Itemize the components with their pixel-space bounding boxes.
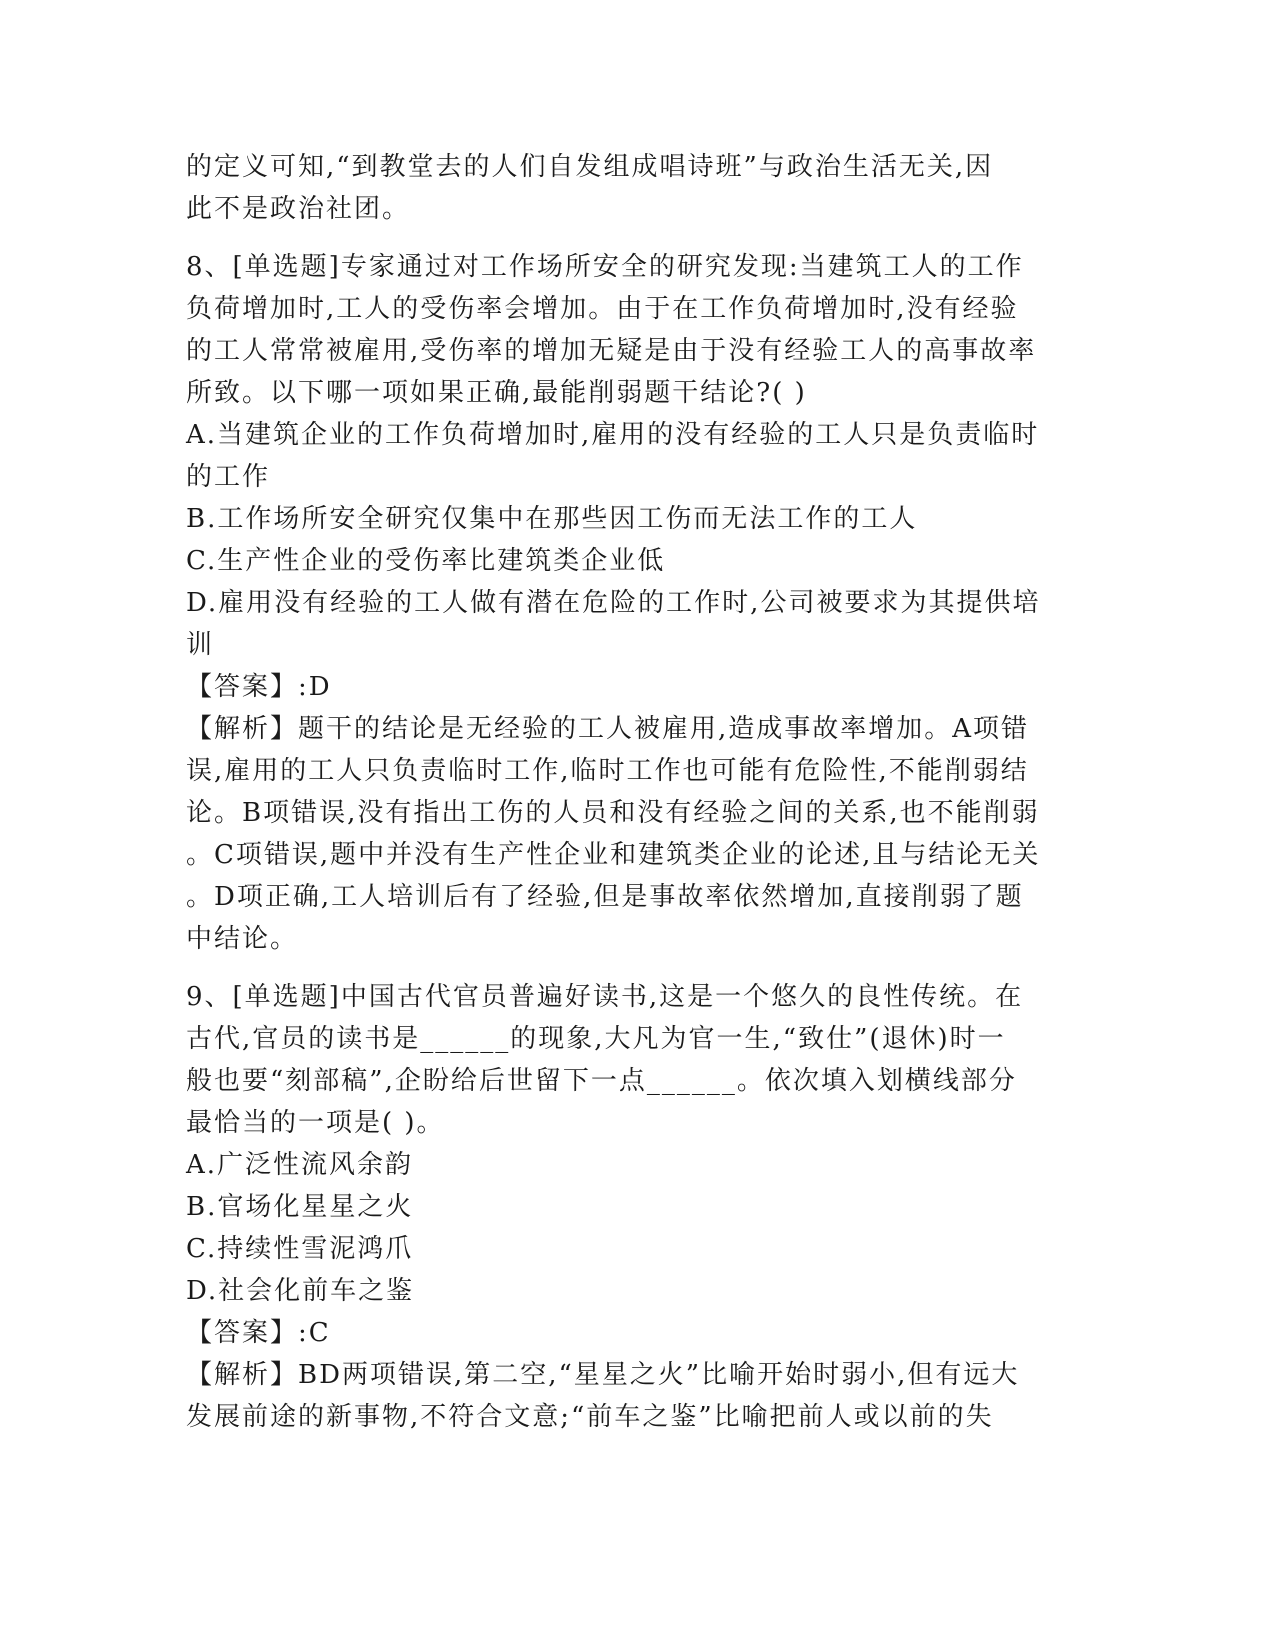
question-9: [186, 976, 1086, 1438]
question-9-answer: 【答案】:C: [186, 1318, 331, 1348]
option-line: 的工作: [186, 462, 271, 492]
question-9-option-c: C.持续性雪泥鸿爪: [186, 1234, 414, 1264]
question-8-stem: [186, 246, 1086, 414]
question-9-option-d: D.社会化前车之鉴: [186, 1276, 415, 1306]
intro-line: 此不是政治社团。: [186, 194, 411, 224]
stem-line: 负荷增加时,工人的受伤率会增加。由于在工作负荷增加时,没有经验: [186, 294, 1019, 324]
stem-line: 9、[单选题]中国古代官员普遍好读书,这是一个悠久的良性传统。在: [186, 982, 1024, 1012]
question-9-option-b: B.官场化星星之火: [186, 1192, 414, 1222]
intro-line: 的定义可知,“到教堂去的人们自发组成唱诗班”与政治生活无关,因: [186, 152, 994, 182]
question-9-analysis: [186, 1354, 1086, 1438]
stem-line: 所致。以下哪一项如果正确,最能削弱题干结论?( ): [186, 378, 807, 408]
question-9-stem: [186, 976, 1086, 1144]
option-line: 训: [186, 630, 215, 660]
stem-line: 的工人常常被雇用,受伤率的增加无疑是由于没有经验工人的高事故率: [186, 336, 1037, 366]
option-line: D.雇用没有经验的工人做有潜在危险的工作时,公司被要求为其提供培: [186, 588, 1041, 618]
analysis-line: 。D项正确,工人培训后有了经验,但是事故率依然增加,直接削弱了题: [186, 882, 1024, 912]
analysis-line: 中结论。: [186, 924, 299, 954]
question-8-option-c: C.生产性企业的受伤率比建筑类企业低: [186, 546, 666, 576]
analysis-line: 误,雇用的工人只负责临时工作,临时工作也可能有危险性,不能削弱结: [186, 756, 1029, 786]
question-8-option-a: [186, 414, 1086, 498]
document-body: [186, 146, 1086, 1438]
stem-line: 古代,官员的读书是______的现象,大凡为官一生,“致仕”(退休)时一: [186, 1024, 1006, 1054]
stem-line: 8、[单选题]专家通过对工作场所安全的研究发现:当建筑工人的工作: [186, 252, 1024, 282]
question-8-analysis: [186, 708, 1086, 960]
question-9-option-a: A.广泛性流风余韵: [186, 1150, 414, 1180]
paragraph-gap: [186, 230, 1086, 246]
option-line: A.当建筑企业的工作负荷增加时,雇用的没有经验的工人只是负责临时: [186, 420, 1040, 450]
analysis-line: 【解析】题干的结论是无经验的工人被雇用,造成事故率增加。A项错: [186, 714, 1030, 744]
stem-line: 最恰当的一项是( )。: [186, 1108, 445, 1138]
analysis-line: 发展前途的新事物,不符合文意;“前车之鉴”比喻把前人或以前的失: [186, 1402, 994, 1432]
question-8-answer: 【答案】:D: [186, 672, 332, 702]
question-8-option-b: B.工作场所安全研究仅集中在那些因工伤而无法工作的工人: [186, 504, 918, 534]
intro-paragraph: [186, 146, 1086, 230]
stem-line: 般也要“刻部稿”,企盼给后世留下一点______。依次填入划横线部分: [186, 1066, 1017, 1096]
question-8-option-d: [186, 582, 1086, 666]
analysis-line: 。C项错误,题中并没有生产性企业和建筑类企业的论述,且与结论无关: [186, 840, 1041, 870]
question-8: [186, 246, 1086, 960]
analysis-line: 论。B项错误,没有指出工伤的人员和没有经验之间的关系,也不能削弱: [186, 798, 1040, 828]
paragraph-gap: [186, 960, 1086, 976]
analysis-line: 【解析】BD两项错误,第二空,“星星之火”比喻开始时弱小,但有远大: [186, 1360, 1020, 1390]
